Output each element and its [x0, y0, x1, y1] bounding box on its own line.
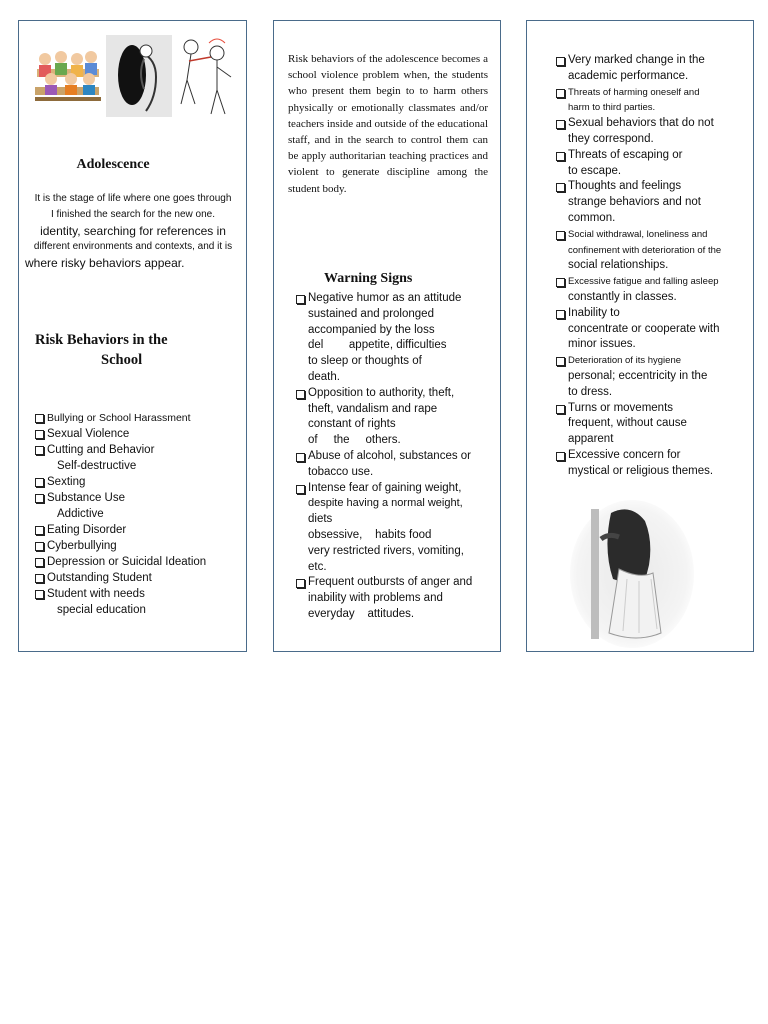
- list-item: Threats of harming oneself and harm to third parties.: [556, 85, 750, 117]
- checkbox-bullet-icon: [35, 574, 44, 583]
- checkbox-bullet-icon: [556, 231, 565, 240]
- checkbox-bullet-icon: [556, 57, 565, 66]
- list-item: Sexting: [35, 474, 241, 490]
- adolescence-description: It is the stage of life where one goes through I finished the search for the new one. identity, searching for references in different environments and contexts, and it is where risky behaviors appear.: [25, 193, 233, 270]
- checkbox-bullet-icon: [296, 485, 305, 494]
- more-warning-signs-list: [556, 53, 750, 480]
- checkbox-bullet-icon: [35, 446, 44, 455]
- warning-signs-title: Warning Signs: [324, 271, 413, 286]
- list-item: Social withdrawal, loneliness and confinement with deterioration of the social relationships.: [556, 227, 750, 274]
- list-item: Cyberbullying: [35, 538, 241, 554]
- risk-behaviors-list: [35, 410, 241, 618]
- list-item: Outstanding Student: [35, 570, 241, 586]
- checkbox-bullet-icon: [296, 295, 305, 304]
- checkbox-bullet-icon: [35, 430, 44, 439]
- list-item: Turns or movements frequent, without cause apparent: [556, 401, 750, 448]
- list-item: Intense fear of gaining weight, despite having a normal weight, diets obsessive, habits food very restricted rivers, vomiting, etc.: [296, 481, 496, 576]
- list-item: Depression or Suicidal Ideation: [35, 554, 241, 570]
- checkbox-bullet-icon: [296, 453, 305, 462]
- header-illustrations: [33, 35, 235, 135]
- brochure-panel-left: [18, 20, 247, 652]
- checkbox-bullet-icon: [556, 89, 565, 98]
- list-item: Frequent outbursts of anger and inability with problems and everyday attitudes.: [296, 575, 496, 622]
- checkbox-bullet-icon: [35, 478, 44, 487]
- checkbox-bullet-icon: [35, 590, 44, 599]
- list-item: Excessive concern for mystical or religious themes.: [556, 448, 750, 480]
- list-item: Opposition to authority, theft, theft, vandalism and rape constant of rights of the others.: [296, 386, 496, 449]
- checkbox-bullet-icon: [296, 579, 305, 588]
- list-item: Eating Disorder: [35, 522, 241, 538]
- checkbox-bullet-icon: [35, 414, 44, 423]
- list-item: Bullying or School Harassment: [35, 410, 241, 426]
- shadow-figure-illustration: [106, 35, 172, 117]
- list-item: Substance Use Addictive: [35, 490, 241, 522]
- warning-signs-list: [296, 291, 496, 623]
- list-item: Thoughts and feelings strange behaviors and not common.: [556, 179, 750, 226]
- risk-behaviors-title: Risk Behaviors in the School: [35, 332, 168, 368]
- checkbox-bullet-icon: [556, 152, 565, 161]
- classroom-illustration: [35, 35, 101, 105]
- checkbox-bullet-icon: [556, 183, 565, 192]
- sad-girl-illustration: [567, 499, 697, 649]
- checkbox-bullet-icon: [556, 278, 565, 287]
- list-item: Excessive fatigue and falling asleep constantly in classes.: [556, 274, 750, 306]
- checkbox-bullet-icon: [556, 310, 565, 319]
- checkbox-bullet-icon: [35, 526, 44, 535]
- checkbox-bullet-icon: [35, 558, 44, 567]
- list-item: Abuse of alcohol, substances or tobacco use.: [296, 449, 496, 481]
- checkbox-bullet-icon: [556, 452, 565, 461]
- checkbox-bullet-icon: [556, 405, 565, 414]
- list-item: Deterioration of its hygiene personal; eccentricity in the to dress.: [556, 353, 750, 400]
- list-item: Threats of escaping or to escape.: [556, 148, 750, 180]
- list-item: Student with needs special education: [35, 586, 241, 618]
- bullying-sketch-illustration: [177, 35, 237, 121]
- list-item: Sexual behaviors that do not they correspond.: [556, 116, 750, 148]
- list-item: Very marked change in the academic performance.: [556, 53, 750, 85]
- list-item: Inability to concentrate or cooperate with minor issues.: [556, 306, 750, 353]
- checkbox-bullet-icon: [556, 120, 565, 129]
- list-item: Cutting and Behavior Self-destructive: [35, 442, 241, 474]
- list-item: Negative humor as an attitude sustained and prolonged accompanied by the loss del appetite, difficulties to sleep or thoughts of death.: [296, 291, 496, 386]
- brochure-panel-right: [526, 20, 754, 652]
- brochure-panel-middle: [273, 20, 501, 652]
- checkbox-bullet-icon: [296, 390, 305, 399]
- list-item: Sexual Violence: [35, 426, 241, 442]
- checkbox-bullet-icon: [35, 494, 44, 503]
- school-violence-paragraph: Risk behaviors of the adolescence becomes a school violence problem when, the students who present them begin to to harm others physically or emotionally classmates and/or teachers inside and outside of the educational staff, and in the search to control them can be apply authoritarian teaching practices and violent to generate discipline among the student body.: [288, 53, 488, 195]
- adolescence-title: Adolescence: [76, 157, 150, 172]
- checkbox-bullet-icon: [35, 542, 44, 551]
- checkbox-bullet-icon: [556, 357, 565, 366]
